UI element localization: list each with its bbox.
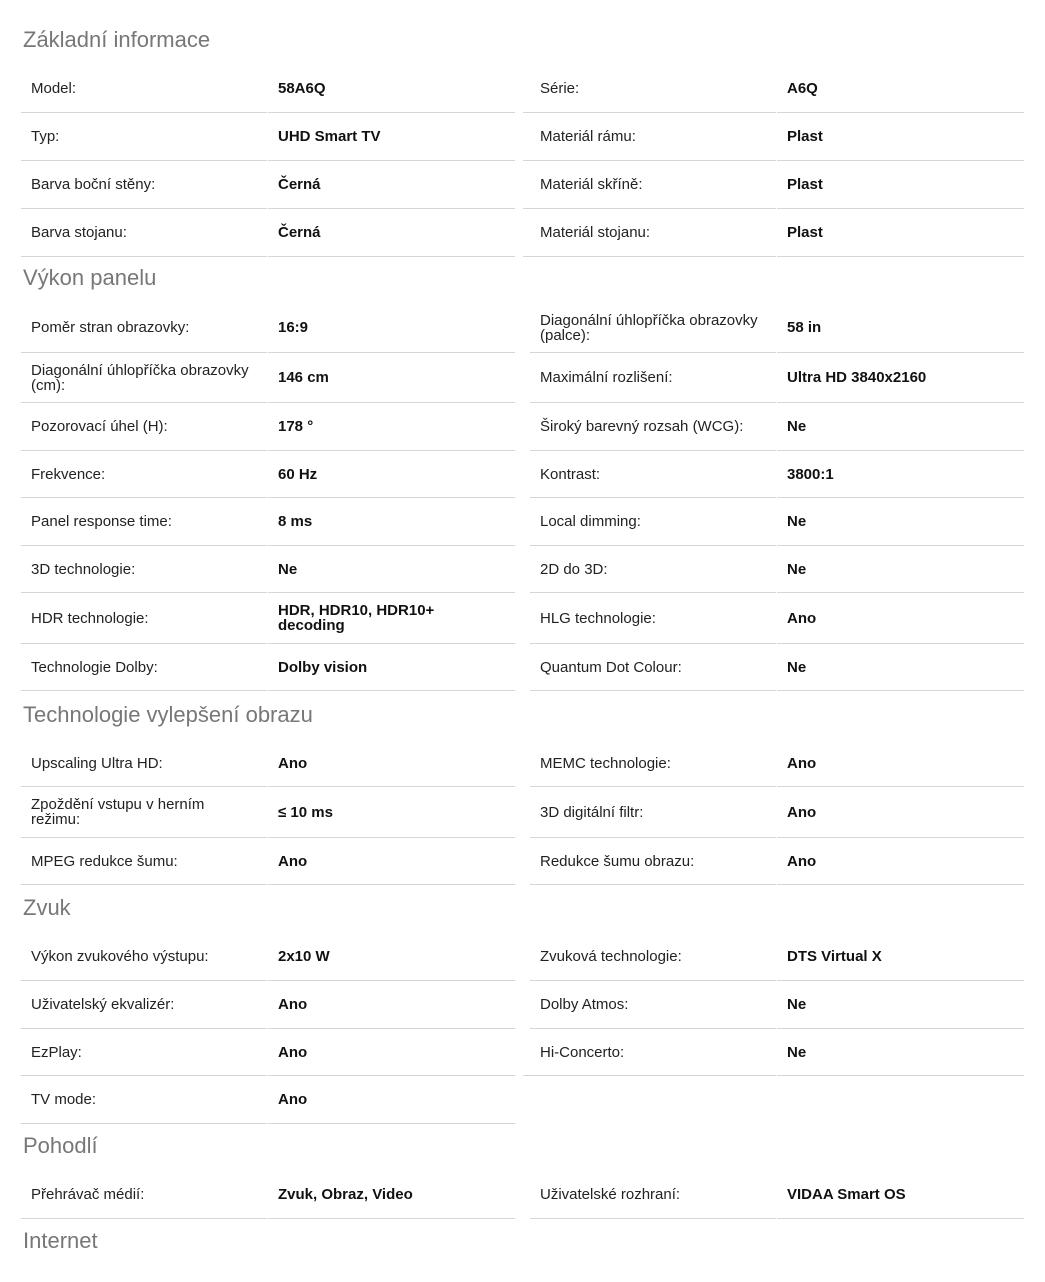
spec-value: Ano — [268, 1076, 515, 1124]
spec-value: Zvuk, Obraz, Video — [268, 1171, 515, 1219]
spec-label: EzPlay: — [21, 1029, 267, 1076]
spec-row — [21, 353, 1024, 403]
spec-row — [21, 787, 1024, 838]
spec-value: Ano — [268, 838, 515, 885]
spec-value: VIDAA Smart OS — [777, 1171, 1024, 1219]
section-title-sound: Zvuk — [23, 895, 71, 920]
spec-label: Panel response time: — [21, 498, 267, 546]
spec-value: 58 in — [777, 303, 1024, 353]
spec-row — [21, 451, 1024, 498]
section-title-image-enhancement: Technologie vylepšení obrazu — [23, 702, 313, 727]
spec-value: Dolby vision — [268, 644, 515, 691]
spec-value: Ultra HD 3840x2160 — [777, 353, 1024, 403]
spec-value: Černá — [268, 209, 515, 257]
spec-label: Materiál stojanu: — [523, 209, 776, 257]
spec-value: 178 ° — [268, 403, 515, 451]
spec-label: Materiál rámu: — [523, 113, 776, 161]
spec-label: Quantum Dot Colour: — [530, 644, 776, 691]
spec-label: Maximální rozlišení: — [530, 353, 776, 403]
spec-row — [21, 546, 1024, 593]
spec-label: Materiál skříně: — [523, 161, 776, 209]
spec-value: ≤ 10 ms — [268, 787, 515, 838]
section-title-internet: Internet — [23, 1228, 98, 1253]
spec-value: 146 cm — [268, 353, 515, 403]
spec-row — [21, 498, 1024, 546]
spec-label: 3D technologie: — [21, 546, 267, 593]
spec-label: Diagonální úhlopříčka obrazovky (palce): — [530, 303, 776, 353]
spec-value: 8 ms — [268, 498, 515, 546]
spec-value: Plast — [777, 209, 1024, 257]
spec-label: Poměr stran obrazovky: — [21, 303, 267, 353]
spec-label: 2D do 3D: — [530, 546, 776, 593]
spec-value: Ne — [777, 498, 1024, 546]
spec-label: Local dimming: — [530, 498, 776, 546]
spec-value: UHD Smart TV — [268, 113, 515, 161]
spec-value: Ano — [777, 787, 1024, 838]
spec-label: Uživatelský ekvalizér: — [21, 981, 267, 1029]
spec-row — [21, 740, 1024, 787]
spec-value: 58A6Q — [268, 65, 515, 113]
spec-value: 2x10 W — [268, 933, 515, 981]
spec-label: Frekvence: — [21, 451, 267, 498]
spec-value: Ano — [268, 981, 515, 1029]
spec-label: Uživatelské rozhraní: — [530, 1171, 776, 1219]
spec-label: Typ: — [21, 113, 267, 161]
spec-row — [21, 981, 1024, 1029]
spec-row — [21, 1029, 1024, 1076]
spec-label: Barva boční stěny: — [21, 161, 267, 209]
spec-label: MEMC technologie: — [530, 740, 776, 787]
spec-value: DTS Virtual X — [777, 933, 1024, 981]
spec-row — [21, 161, 1024, 209]
spec-table-convenience — [21, 1171, 1024, 1219]
spec-label: Hi-Concerto: — [523, 1029, 776, 1076]
spec-label: Série: — [523, 65, 776, 113]
spec-value: Ano — [777, 740, 1024, 787]
spec-row — [21, 1171, 1024, 1219]
spec-row — [21, 403, 1024, 451]
spec-table-basic-info — [21, 65, 1024, 257]
section-title-convenience: Pohodlí — [23, 1133, 98, 1158]
spec-label: TV mode: — [21, 1076, 267, 1124]
spec-value: Ne — [268, 546, 515, 593]
spec-label: 3D digitální filtr: — [530, 787, 776, 838]
spec-label: HLG technologie: — [530, 593, 776, 644]
spec-label: Barva stojanu: — [21, 209, 267, 257]
spec-row — [21, 838, 1024, 885]
spec-label: Dolby Atmos: — [530, 981, 776, 1029]
spec-value: HDR, HDR10, HDR10+ decoding — [268, 593, 515, 644]
spec-value: Ne — [777, 1029, 1024, 1076]
spec-value: Ne — [777, 644, 1024, 691]
spec-value: Plast — [777, 161, 1024, 209]
spec-row — [21, 593, 1024, 644]
spec-label: Přehrávač médií: — [21, 1171, 267, 1219]
spec-table-panel-performance — [21, 303, 1024, 691]
spec-label: Výkon zvukového výstupu: — [21, 933, 267, 981]
spec-row — [21, 65, 1024, 113]
spec-value: Ne — [777, 981, 1024, 1029]
spec-label: HDR technologie: — [21, 593, 267, 644]
spec-label: Model: — [21, 65, 267, 113]
section-title-basic-info: Základní informace — [23, 27, 211, 52]
spec-table-image-enhancement — [21, 740, 1024, 885]
spec-label: Redukce šumu obrazu: — [530, 838, 776, 885]
spec-value: Ano — [268, 1029, 515, 1076]
spec-label: Zvuková technologie: — [530, 933, 776, 981]
spec-table-sound — [21, 933, 1024, 1124]
spec-value: 60 Hz — [268, 451, 515, 498]
section-title-panel-performance: Výkon panelu — [23, 265, 157, 290]
spec-value: 16:9 — [268, 303, 515, 353]
spec-row — [21, 113, 1024, 161]
spec-row — [21, 1076, 1024, 1124]
spec-row — [21, 209, 1024, 257]
spec-label: Kontrast: — [530, 451, 776, 498]
spec-value: Ne — [777, 546, 1024, 593]
spec-label: Technologie Dolby: — [21, 644, 267, 691]
spec-row — [21, 644, 1024, 691]
spec-label: Široký barevný rozsah (WCG): — [530, 403, 776, 451]
spec-value: A6Q — [777, 65, 1024, 113]
spec-value: Ano — [777, 838, 1024, 885]
spec-label: Upscaling Ultra HD: — [21, 740, 267, 787]
spec-label: Zpoždění vstupu v herním režimu: — [21, 787, 267, 838]
spec-value: Ano — [268, 740, 515, 787]
spec-row — [21, 303, 1024, 353]
spec-label: Diagonální úhlopříčka obrazovky (cm): — [21, 353, 267, 403]
spec-value: Černá — [268, 161, 515, 209]
spec-value: Ne — [777, 403, 1024, 451]
spec-row — [21, 933, 1024, 981]
spec-label: Pozorovací úhel (H): — [21, 403, 267, 451]
spec-value: Plast — [777, 113, 1024, 161]
spec-label: MPEG redukce šumu: — [21, 838, 267, 885]
spec-value: Ano — [777, 593, 1024, 644]
spec-value: 3800:1 — [777, 451, 1024, 498]
